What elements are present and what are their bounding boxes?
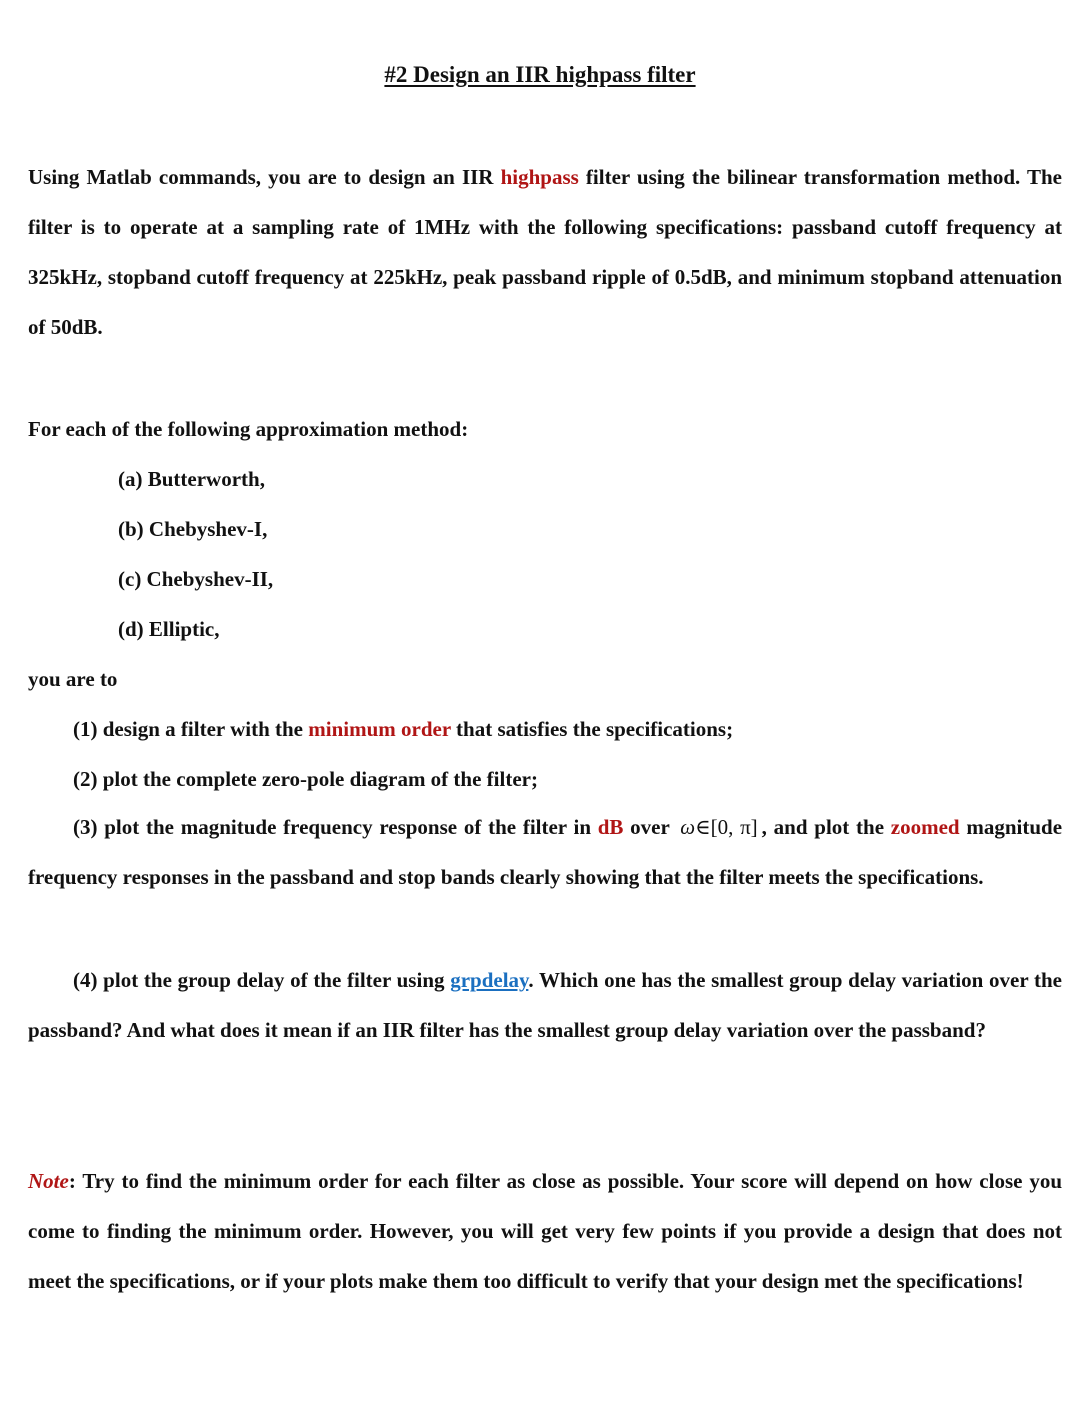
interval-expression: [0, π] xyxy=(710,815,758,839)
task-3-start: (3) plot the magnitude frequency response of the filter in xyxy=(73,815,598,839)
task-1-end: that satisfies the specifications; xyxy=(450,717,734,741)
task-2: (2) plot the complete zero-pole diagram of the filter; xyxy=(73,767,538,791)
methods-intro: For each of the following approximation method: xyxy=(28,417,469,441)
omega-symbol: ω xyxy=(680,815,696,839)
note-label: Note xyxy=(28,1169,69,1193)
method-chebyshev-2: (c) Chebyshev-II, xyxy=(118,567,274,591)
omega-interval-math xyxy=(676,815,761,839)
task-1-start: (1) design a filter with the xyxy=(73,717,309,741)
grpdelay-link[interactable]: grpdelay xyxy=(450,968,529,992)
element-of-symbol: ∈ xyxy=(695,815,711,839)
method-chebyshev-1: (b) Chebyshev-I, xyxy=(118,517,268,541)
task-3-end: magnitude frequency responses in the passband and stop bands clearly showing that the filter meets the specifications. xyxy=(28,815,1063,889)
db-highlight: dB xyxy=(597,815,624,839)
task-4 xyxy=(28,955,1062,1055)
page-title: #2 Design an IIR highpass filter xyxy=(384,62,696,87)
method-elliptic: (d) Elliptic, xyxy=(118,617,220,641)
zoomed-highlight: zoomed xyxy=(890,815,960,839)
intro-text-start: Using Matlab commands, you are to design an IIR xyxy=(28,165,501,189)
method-butterworth: (a) Butterworth, xyxy=(118,467,265,491)
minimum-order-highlight: minimum order xyxy=(308,717,451,741)
note-text: : Try to find the minimum order for each filter as close as possible. Your score will depend on how close you come to finding the minimum order. However, you will get very few points if you provide a design that does not meet the specifications, or if your plots make them too difficult to verify that your design met the specifications! xyxy=(28,1169,1062,1293)
task-4-start: (4) plot the group delay of the filter using xyxy=(73,968,451,992)
task-3-middle: , and plot the xyxy=(761,815,891,839)
task-1 xyxy=(73,714,733,744)
highpass-highlight: highpass xyxy=(500,165,579,189)
note-paragraph xyxy=(28,1156,1062,1306)
task-3 xyxy=(28,802,1062,902)
intro-paragraph xyxy=(28,152,1062,352)
task-3-over: over xyxy=(623,815,670,839)
task-4-end: . Which one has the smallest group delay variation over the passband? And what does it mean if an IIR filter has the smallest group delay variation over the passband? xyxy=(28,968,1062,1042)
you-are-to: you are to xyxy=(28,667,118,691)
intro-text-end: filter using the bilinear transformation method. The filter is to operate at a sampling rate of 1MHz with the following specifications: passband cutoff frequency at 325kHz, stopband cutoff frequency at 225kHz, peak passband ripple of 0.5dB, and minimum stopband attenuation of 50dB. xyxy=(28,165,1062,339)
